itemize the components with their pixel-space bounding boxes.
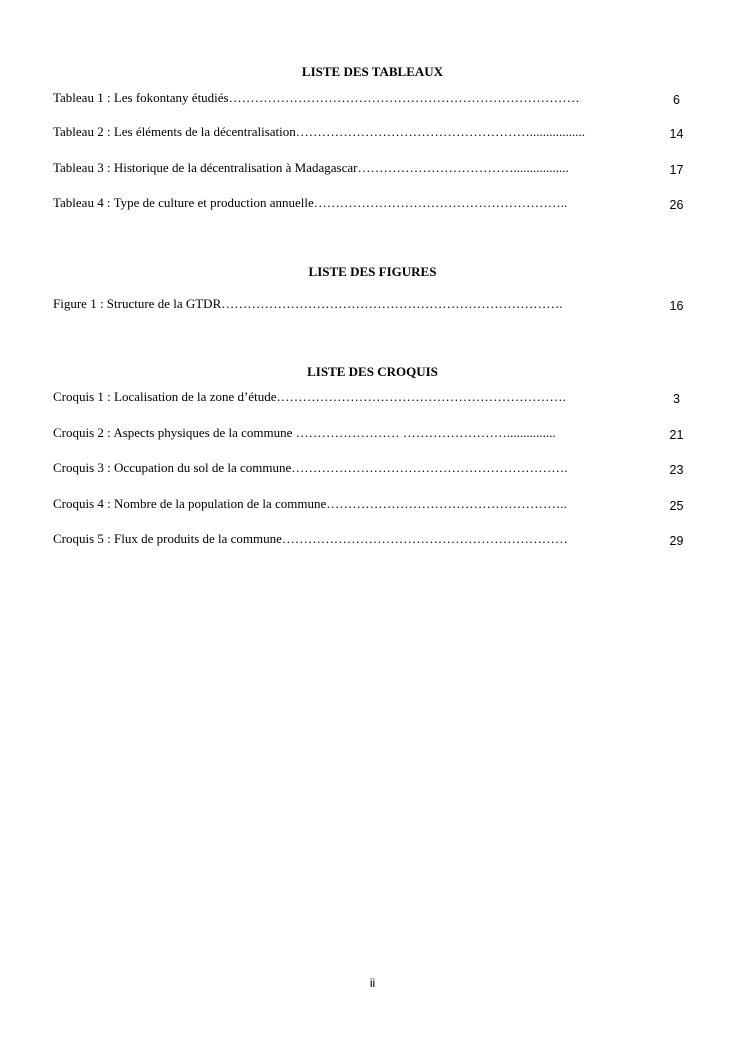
table-entry-3 [53, 160, 693, 180]
entry-page-number: 26 [669, 198, 684, 212]
footer-page-number: ii [369, 976, 376, 990]
entry-title: Croquis 2 : Aspects physiques de la commune …………………… ……………………............... [53, 425, 556, 440]
entry-page-number: 16 [669, 299, 684, 313]
figure-entry-1 [53, 296, 693, 316]
croquis-entry-5 [53, 531, 693, 551]
figures-heading: LISTE DES FIGURES [308, 264, 437, 279]
entry-page-number: 25 [669, 499, 684, 513]
entry-page-number: 14 [669, 127, 684, 141]
table-entry-4 [53, 195, 693, 215]
croquis-entry-4 [53, 496, 693, 516]
entry-page-number: 6 [673, 93, 680, 107]
entry-title: Croquis 4 : Nombre de la population de la commune……………………………………………….. [53, 496, 567, 511]
table-entry-1 [53, 90, 693, 110]
croquis-entry-2 [53, 425, 693, 445]
entry-title: Tableau 4 : Type de culture et production annuelle………………………………………………….. [53, 195, 568, 210]
tables-heading: LISTE DES TABLEAUX [301, 64, 444, 79]
entry-title: Croquis 1 : Localisation de la zone d’étude…………………………………………………………. [53, 389, 566, 404]
entry-title: Figure 1 : Structure de la GTDR……………………………………………………………………. [53, 296, 563, 311]
entry-page-number: 3 [673, 392, 680, 406]
croquis-entry-1 [53, 389, 693, 409]
entry-title: Croquis 3 : Occupation du sol de la commune………………………………………………………. [53, 460, 568, 475]
entry-page-number: 29 [669, 534, 684, 548]
croquis-heading: LISTE DES CROQUIS [307, 364, 438, 379]
table-entry-2 [53, 124, 693, 144]
croquis-entry-3 [53, 460, 693, 480]
entry-title: Croquis 5 : Flux de produits de la commune………………………………………………………… [53, 531, 568, 546]
entry-page-number: 17 [669, 163, 684, 177]
entry-title: Tableau 3 : Historique de la décentralisation à Madagascar………………………………................. [53, 160, 569, 175]
entry-title: Tableau 2 : Les éléments de la décentralisation………………………………………………................. [53, 124, 585, 139]
entry-page-number: 23 [669, 463, 684, 477]
entry-page-number: 21 [669, 428, 684, 442]
entry-title: Tableau 1 : Les fokontany étudiés……………………………………………………………………… [53, 90, 580, 105]
